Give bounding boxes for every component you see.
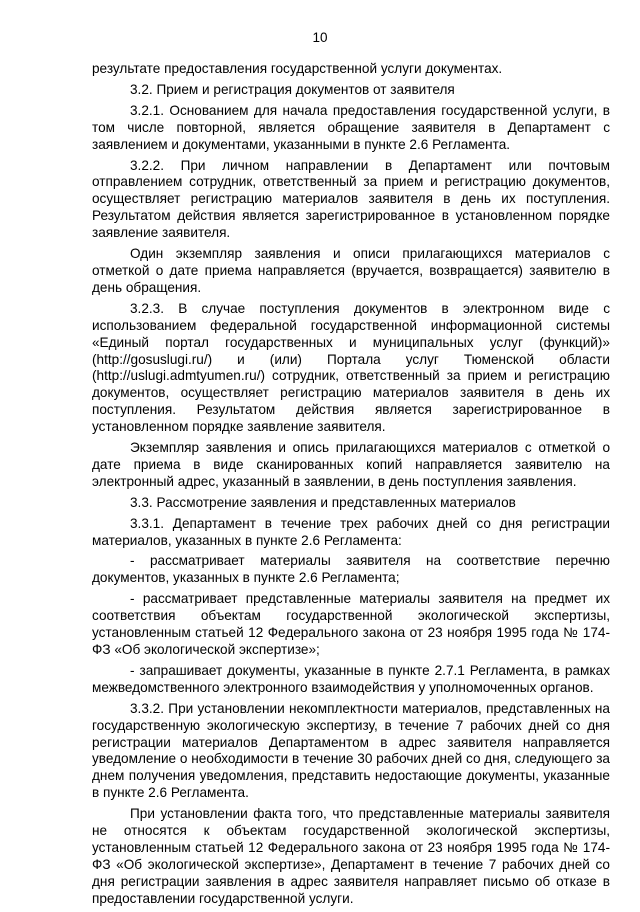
- paragraph-3-3-2: 3.3.2. При установлении некомплектности материалов, представленных на государственную экологическую экспертизу, в течение 7 рабочих дней со дня регистрации материалов Департаментом в адрес заявителя направляется уведомление о необходимости в течение 30 рабочих дней со дня, следующего за днем получения уведомления, представить недостающие документы, указанные в пункте 2.6 Регламента.: [92, 700, 610, 801]
- paragraph-3-2-2: 3.2.2. При личном направлении в Департамент или почтовым отправлением сотрудник, ответственный за прием и регистрацию документов, осуществляет регистрацию материалов заявителя в день их поступления. Результатом действия является зарегистрированное в установленном порядке заявление заявителя.: [92, 157, 610, 241]
- list-item-request-documents: - запрашивает документы, указанные в пункте 2.7.1 Регламента, в рамках межведомственного электронного взаимодействия у уполномоченных органов.: [92, 662, 610, 695]
- paragraph-continuation: результате предоставления государственной услуги документах.: [92, 61, 503, 76]
- section-heading-3-2: 3.2. Прием и регистрация документов от заявителя: [130, 81, 455, 97]
- page-number: 10: [312, 30, 328, 45]
- paragraph-3-2-3: 3.2.3. В случае поступления документов в электронном виде с использованием федеральной государственной информационной системы «Единый портал государственных и муниципальных услуг (функций)» (http://gosuslugi.ru/) и (или) Портала услуг Тюменской области (http://uslugi.admtyumen.ru/) сотрудник, ответственный за прием и регистрацию документов, осуществляет регистрацию материалов заявителя в день их поступления. Результатом действия является зарегистрированное в установленном порядке заявление заявителя.: [92, 300, 610, 435]
- paragraph-3-3-1: 3.3.1. Департамент в течение трех рабочих дней со дня регистрации материалов, указанных в пункте 2.6 Регламента:: [92, 515, 610, 548]
- document-body: [92, 61, 610, 912]
- section-heading-3-3: 3.3. Рассмотрение заявления и представленных материалов: [130, 494, 516, 510]
- paragraph-scanned-copies: Экземпляр заявления и опись прилагающихся материалов с отметкой о дате приема в виде сканированных копий направляется заявителю на электронный адрес, указанный в заявлении, в день поступления заявления.: [92, 440, 610, 489]
- paragraph-copy-receipt: Один экземпляр заявления и описи прилагающихся материалов с отметкой о дате приема направляется (вручается, возвращается) заявителю в день обращения.: [92, 246, 610, 295]
- list-item-review-documents: - рассматривает материалы заявителя на соответствие перечню документов, указанных в пункте 2.6 Регламента;: [92, 553, 610, 586]
- list-item-review-compliance: - рассматривает представленные материалы заявителя на предмет их соответствия объектам государственной экологической экспертизы, установленным статьей 12 Федерального закона от 23 ноября 1995 года № 174-ФЗ «Об экологической экспертизе»;: [92, 591, 610, 657]
- paragraph-refusal: При установлении факта того, что представленные материалы заявителя не относятся к объектам государственной экологической экспертизы, установленным статьей 12 Федерального закона от 23 ноября 1995 года № 174-ФЗ «Об экологической экспертизе», Департамент в течение 7 рабочих дней со дня регистрации заявления в адрес заявителя направляет письмо об отказе в предоставлении государственной услуги.: [92, 806, 610, 906]
- paragraph-3-2-1: 3.2.1. Основанием для начала предоставления государственной услуги, в том числе повторной, является обращение заявителя в Департамент с заявлением и документами, указанными в пункте 2.6 Регламента.: [92, 102, 610, 152]
